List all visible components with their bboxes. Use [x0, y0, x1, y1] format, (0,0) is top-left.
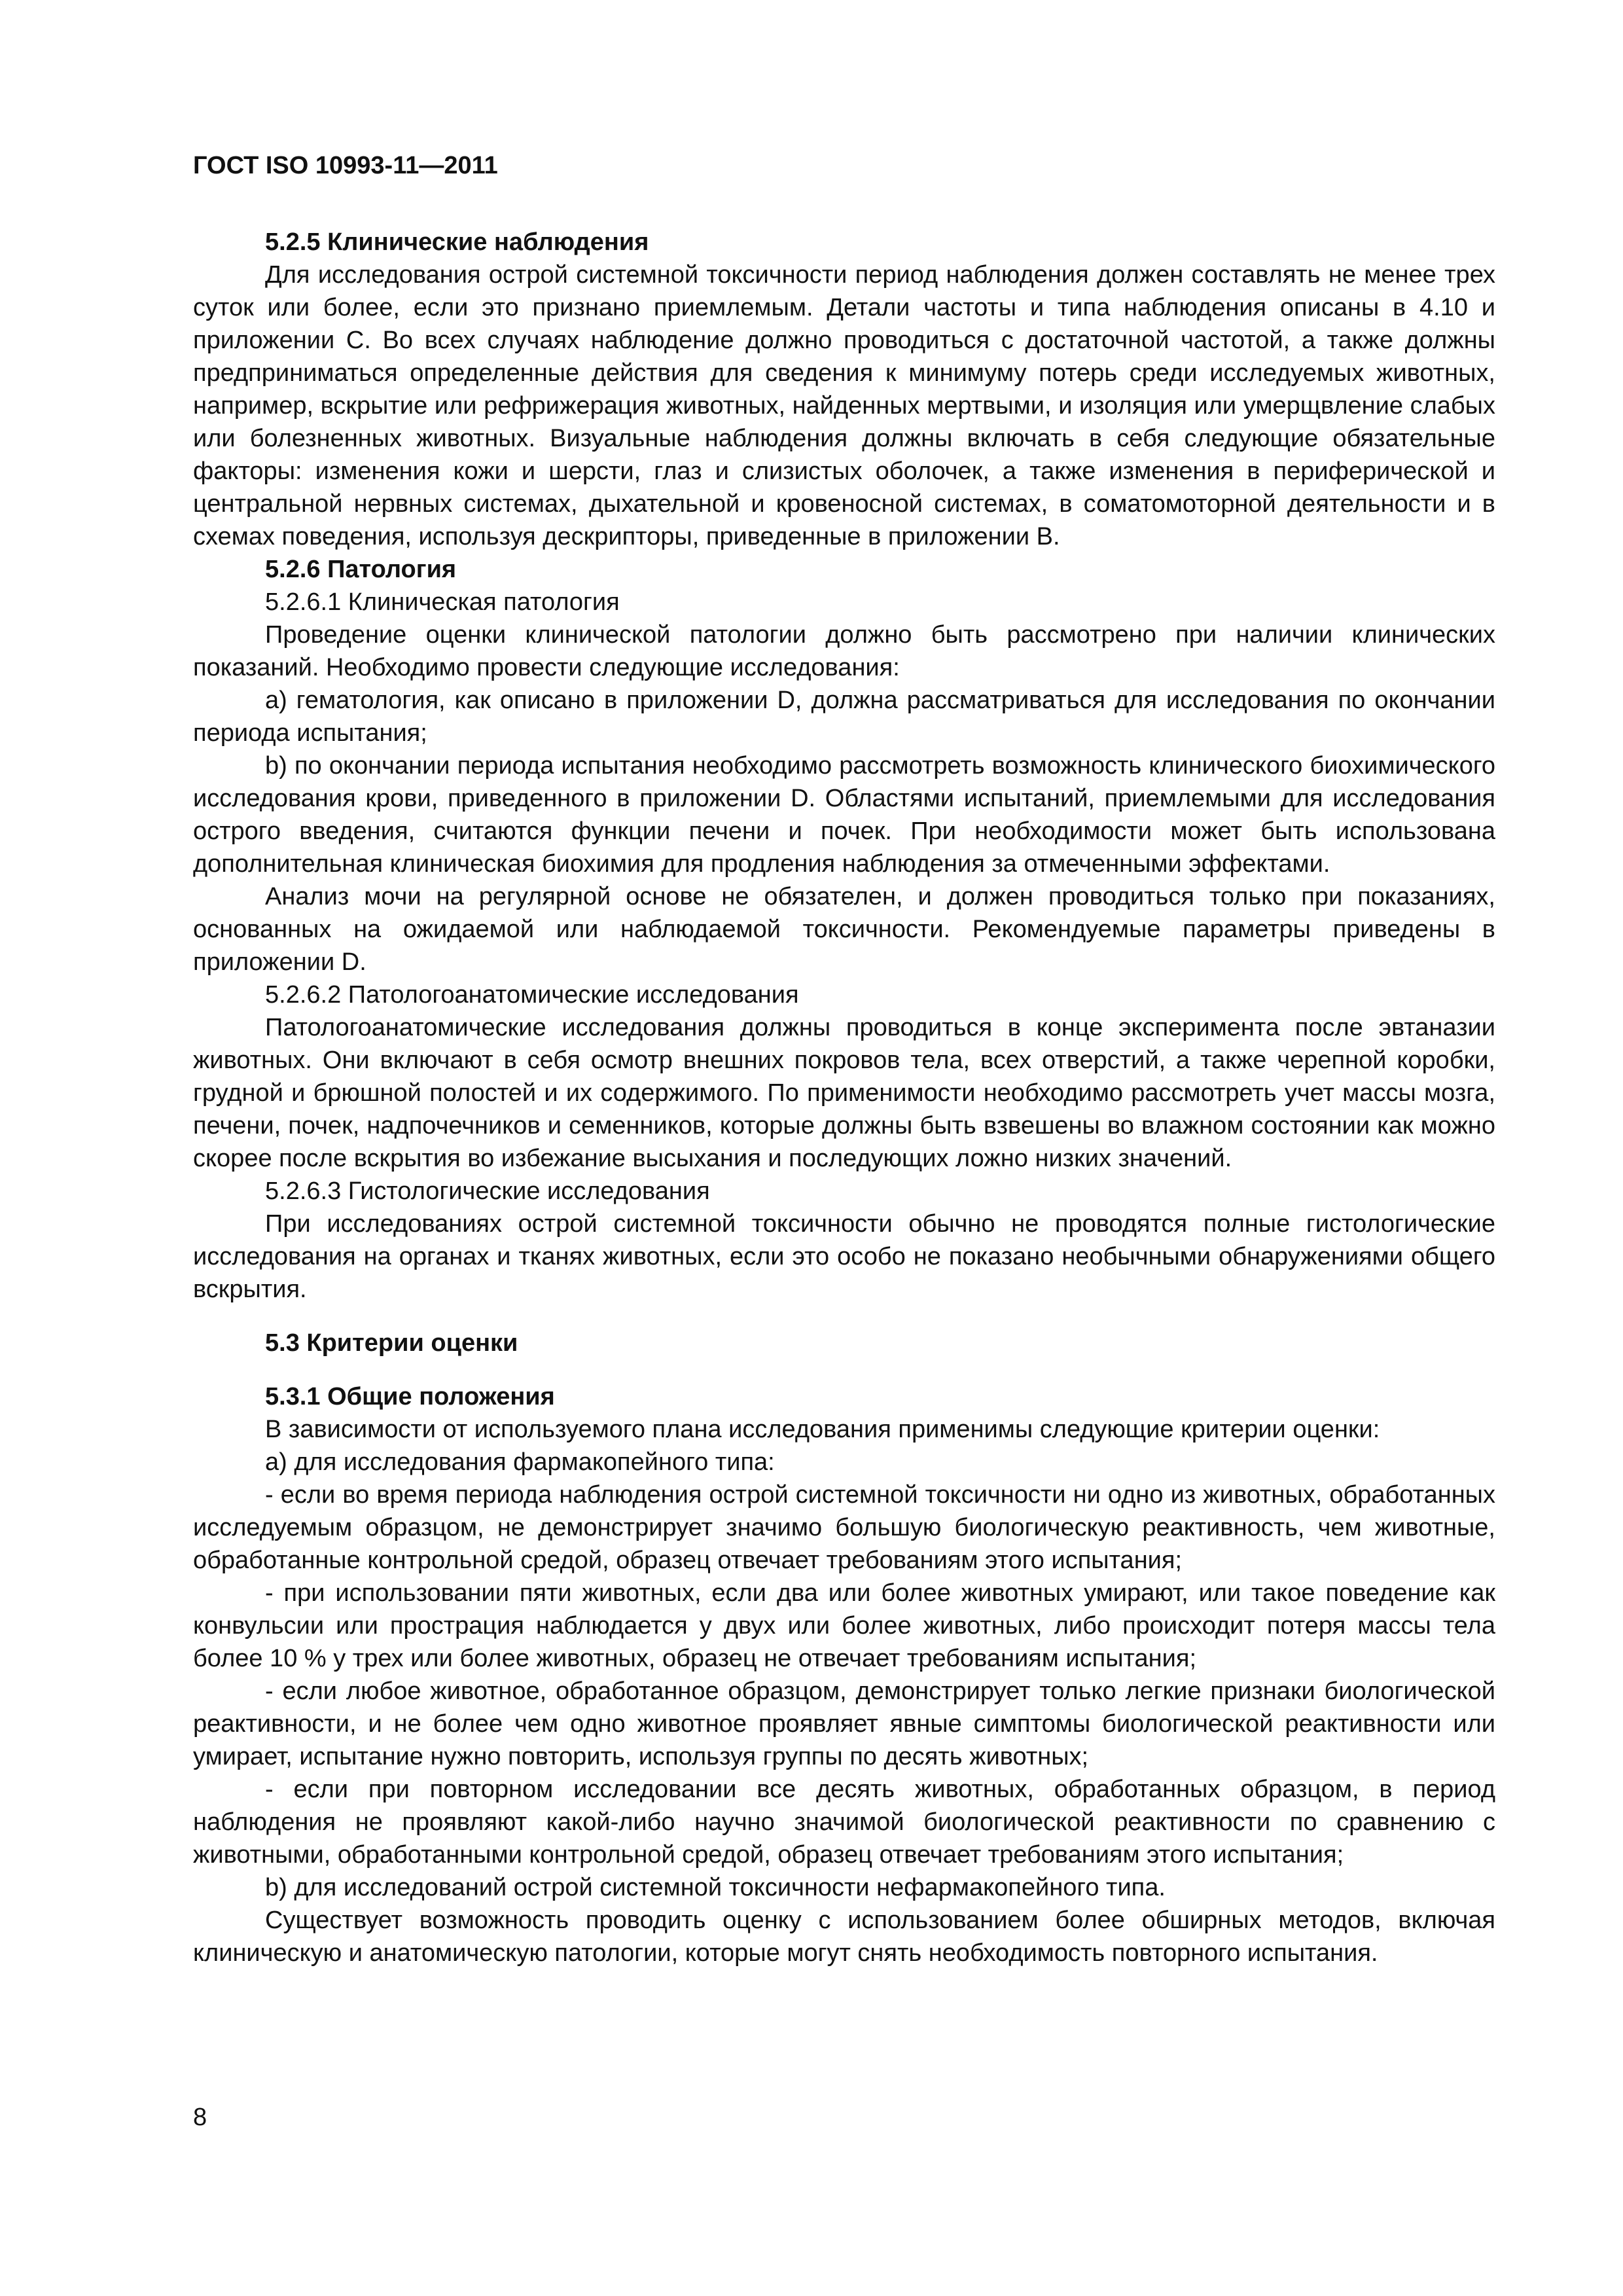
section-heading: 5.2.6 Патология	[265, 556, 457, 583]
body-paragraph: Для исследования острой системной токсичности период наблюдения должен составлять не менее трех суток или более, если это признано приемлемым. Детали частоты и типа наблюдения описаны в 4.10 и приложении С. Во всех случаях наблюдение должно проводиться с достаточной частотой, а также должны предприниматься определенные действия для сведения к минимуму потерь среди исследуемых животных, например, вскрытие или рефрижерация животных, найденных мертвыми, и изоляция или умерщвление слабых или болезненных животных. Визуальные наблюдения должны включать в себя следующие обязательные факторы: изменения кожи и шерсти, глаз и слизистых оболочек, а также изменения в периферической и центральной нервных системах, дыхательной и кровеносной системах, в соматомоторной деятельности и в схемах поведения, используя дескрипторы, приведенные в приложении В.	[193, 261, 1495, 550]
body-paragraph: а) гематология, как описано в приложении D, должна рассматриваться для исследования по окончании периода испытания;	[193, 687, 1495, 747]
body-paragraph: b) для исследований острой системной токсичности нефармакопейного типа.	[265, 1874, 1166, 1901]
body-paragraph: - если при повторном исследовании все десять животных, обработанных образцом, в период наблюдения не проявляют какой-либо научно значимой биологической реактивности по сравнению с животными, обработанными контрольной средой, образец отвечает требованиям этого испытания;	[193, 1776, 1495, 1869]
body-paragraph: При исследованиях острой системной токсичности обычно не проводятся полные гистологические исследования на органах и тканях животных, если это особо не показано необычными обнаружениями общего вскрытия.	[193, 1210, 1495, 1303]
section-heading: 5.3.1 Общие положения	[265, 1383, 555, 1410]
body-paragraph: 5.2.6.2 Патологоанатомические исследования	[265, 981, 799, 1009]
section-heading: 5.3 Критерии оценки	[265, 1329, 518, 1357]
body-paragraph: - если любое животное, обработанное образцом, демонстрирует только легкие признаки биологической реактивности, и не более чем одно животное проявляет явные симптомы биологической реактивности или умирает, испытание нужно повторить, используя группы по десять животных;	[193, 1677, 1495, 1770]
standard-designation: ГОСТ ISO 10993-11—2011	[193, 152, 498, 179]
body-paragraph: Проведение оценки клинической патологии должно быть рассмотрено при наличии клинических показаний. Необходимо провести следующие исследования:	[193, 621, 1495, 681]
body-paragraph: Анализ мочи на регулярной основе не обязателен, и должен проводиться только при показаниях, основанных на ожидаемой или наблюдаемой токсичности. Рекомендуемые параметры приведены в приложении D.	[193, 883, 1495, 976]
body-paragraph: - при использовании пяти животных, если два или более животных умирают, или такое поведение как конвульсии или прострация наблюдается у двух или более животных, либо происходит потеря массы тела более 10 % у трех или более животных, образец не отвечает требованиям испытания;	[193, 1579, 1495, 1672]
body-paragraph: Патологоанатомические исследования должны проводиться в конце эксперимента после эвтаназии животных. Они включают в себя осмотр внешних покровов тела, всех отверстий, а также черепной коробки, грудной и брюшной полостей и их содержимого. По применимости необходимо рассмотреть учет массы мозга, печени, почек, надпочечников и семенников, которые должны быть взвешены во влажном состоянии как можно скорее после вскрытия во избежание высыхания и последующих ложно низких значений.	[193, 1014, 1495, 1172]
body-paragraph: - если во время периода наблюдения острой системной токсичности ни одно из животных, обработанных исследуемым образцом, не демонстрирует значимо большую биологическую реактивность, чем животные, обработанные контрольной средой, образец отвечает требованиям этого испытания;	[193, 1481, 1495, 1574]
document-body	[193, 226, 1495, 1969]
body-paragraph: Существует возможность проводить оценку с использованием более обширных методов, включая клиническую и анатомическую патологии, которые могут снять необходимость повторного испытания.	[193, 1907, 1495, 1967]
page-number: 8	[193, 2104, 207, 2131]
body-paragraph: 5.2.6.3 Гистологические исследования	[265, 1177, 710, 1205]
body-paragraph: В зависимости от используемого плана исследования применимы следующие критерии оценки:	[265, 1416, 1380, 1443]
body-paragraph: 5.2.6.1 Клиническая патология	[265, 588, 620, 616]
body-paragraph: а) для исследования фармакопейного типа:	[265, 1448, 775, 1476]
section-heading: 5.2.5 Клинические наблюдения	[265, 228, 649, 256]
body-paragraph: b) по окончании периода испытания необходимо рассмотреть возможность клинического биохимического исследования крови, приведенного в приложении D. Областями испытаний, приемлемыми для исследования острого введения, считаются функции печени и почек. При необходимости может быть использована дополнительная клиническая биохимия для продления наблюдения за отмеченными эффектами.	[193, 752, 1495, 878]
